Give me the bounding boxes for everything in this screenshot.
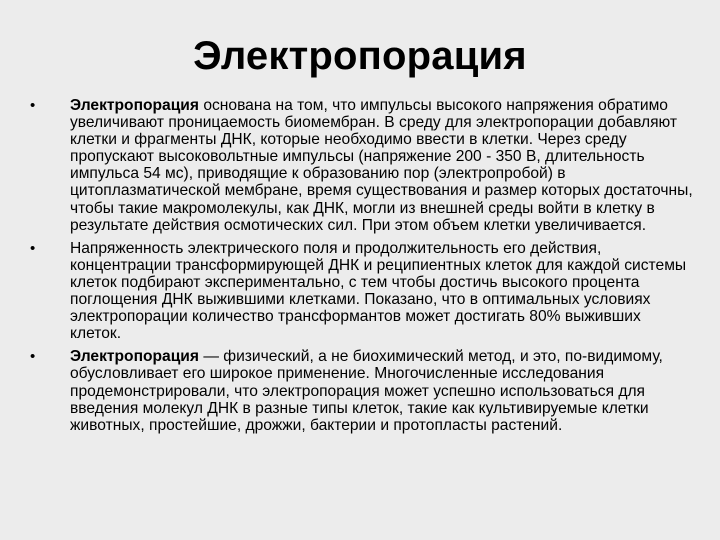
bullet-text: основана на том, что импульсы высокого напряжения обратимо увеличивают проницаемость биомембран. В среду для электропорации добавляют клетки и фрагменты ДНК, которые необходимо ввести в клетки. Через среду пропускают высоковольтные импульсы (напряжение 200 - 350 В, длительность импульса 54 мс), приводящие к образованию пор (электропробой) в цитоплазматической мембране, время существования и размер которых достаточны, чтобы такие макромолекулы, как ДНК, могли из внешней среды войти в клетку в результате действия осмотических сил. При этом объем клетки увеличивается. <box>70 97 693 234</box>
bullet-dot-icon: • <box>30 348 36 366</box>
bullet-dot-icon: • <box>30 97 36 114</box>
bullet-text: Напряженность электрического поля и продолжительность его действия, концентрации трансформирующей ДНК и реципиентных клеток для каждой системы клеток подбирают экспериментально, с тем чтобы достичь высокого процента поглощения ДНК выжившими клетками. Показано, что в оптимальных условиях электропорации количество трансформантов может достигать 80% выживших клеток. <box>70 239 687 343</box>
bullet-item-3 <box>30 348 694 433</box>
bullet-item-2 <box>30 240 694 343</box>
bullet-text: — физический, а не биохимический метод, и это, по-видимому, обусловливает его широкое применение. Многочисленные исследования продемонстрировали, что электропорация может успешно использоваться для введения молекул ДНК в разные типы клеток, такие как культивируемые клетки животных, простейшие, дрожжи, бактерии и протопласты растений. <box>70 348 663 434</box>
bullet-term: Электропорация <box>70 348 199 366</box>
bullet-item-1 <box>30 97 694 234</box>
slide-title: Электропорация <box>193 34 527 78</box>
bullet-list <box>30 97 694 440</box>
bullet-dot-icon: • <box>30 239 36 257</box>
bullet-term: Электропорация <box>70 97 199 114</box>
